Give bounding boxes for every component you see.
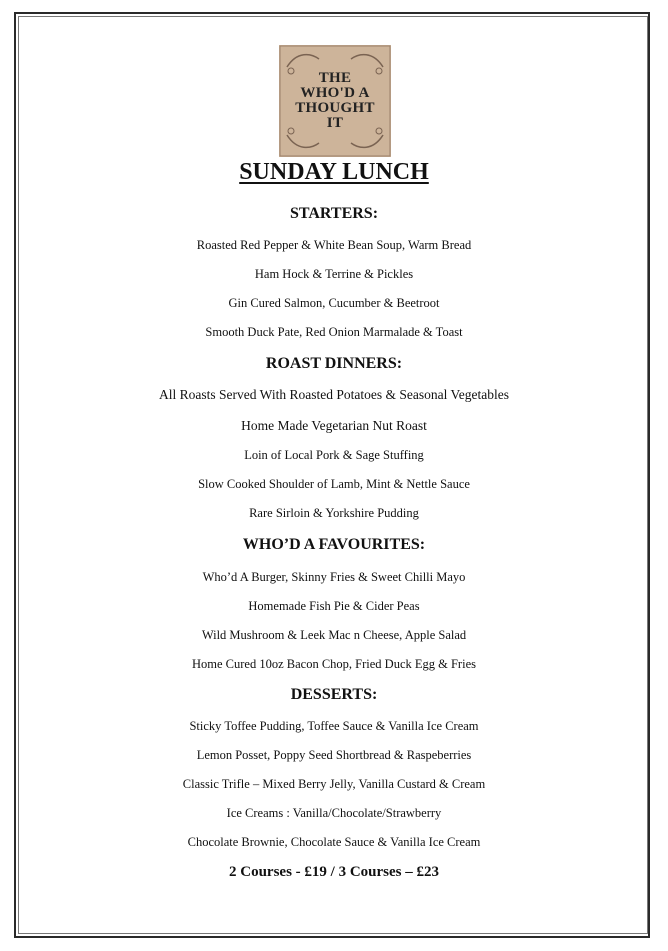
menu-item: Home Cured 10oz Bacon Chop, Fried Duck Egg & Fries <box>192 657 476 671</box>
menu-item: Rare Sirloin & Yorkshire Pudding <box>249 506 419 520</box>
page-title: SUNDAY LUNCH <box>239 159 429 185</box>
menu-item: Slow Cooked Shoulder of Lamb, Mint & Nettle Sauce <box>198 477 470 491</box>
section-heading-roasts: ROAST DINNERS: <box>265 355 403 372</box>
menu-item: Ice Creams : Vanilla/Chocolate/Strawberry <box>226 806 442 820</box>
pub-logo <box>279 45 391 157</box>
menu-item: Smooth Duck Pate, Red Onion Marmalade & Toast <box>205 325 463 339</box>
logo-line: THE <box>318 70 352 86</box>
menu-item: Home Made Vegetarian Nut Roast <box>241 418 427 433</box>
menu-item: Who’d A Burger, Skinny Fries & Sweet Chilli Mayo <box>202 570 466 584</box>
logo-text <box>295 71 375 131</box>
section-heading-starters: STARTERS: <box>289 205 379 222</box>
menu-item: Loin of Local Pork & Sage Stuffing <box>244 448 424 462</box>
menu-item: Roasted Red Pepper & White Bean Soup, Warm Bread <box>196 238 472 252</box>
logo-line: THOUGHT <box>295 100 375 116</box>
menu-item: Sticky Toffee Pudding, Toffee Sauce & Vanilla Ice Cream <box>189 719 479 733</box>
section-heading-desserts: DESSERTS: <box>290 686 378 703</box>
menu-item: Classic Trifle – Mixed Berry Jelly, Vanilla Custard & Cream <box>182 777 486 791</box>
menu-item: Wild Mushroom & Leek Mac n Cheese, Apple Salad <box>201 628 467 642</box>
menu-item: Ham Hock & Terrine & Pickles <box>254 267 414 281</box>
logo-line: WHO'D A <box>300 85 370 101</box>
menu-item: Gin Cured Salmon, Cucumber & Beetroot <box>228 296 440 310</box>
menu-note: All Roasts Served With Roasted Potatoes & Seasonal Vegetables <box>159 387 509 402</box>
logo-line: IT <box>326 115 344 131</box>
menu-item: Lemon Posset, Poppy Seed Shortbread & Raspeberries <box>196 748 472 762</box>
menu-item: Homemade Fish Pie & Cider Peas <box>248 599 420 613</box>
menu-item: Chocolate Brownie, Chocolate Sauce & Vanilla Ice Cream <box>187 835 481 849</box>
section-heading-favourites: WHO’D A FAVOURITES: <box>242 536 426 553</box>
price-line: 2 Courses - £19 / 3 Courses – £23 <box>229 864 439 880</box>
